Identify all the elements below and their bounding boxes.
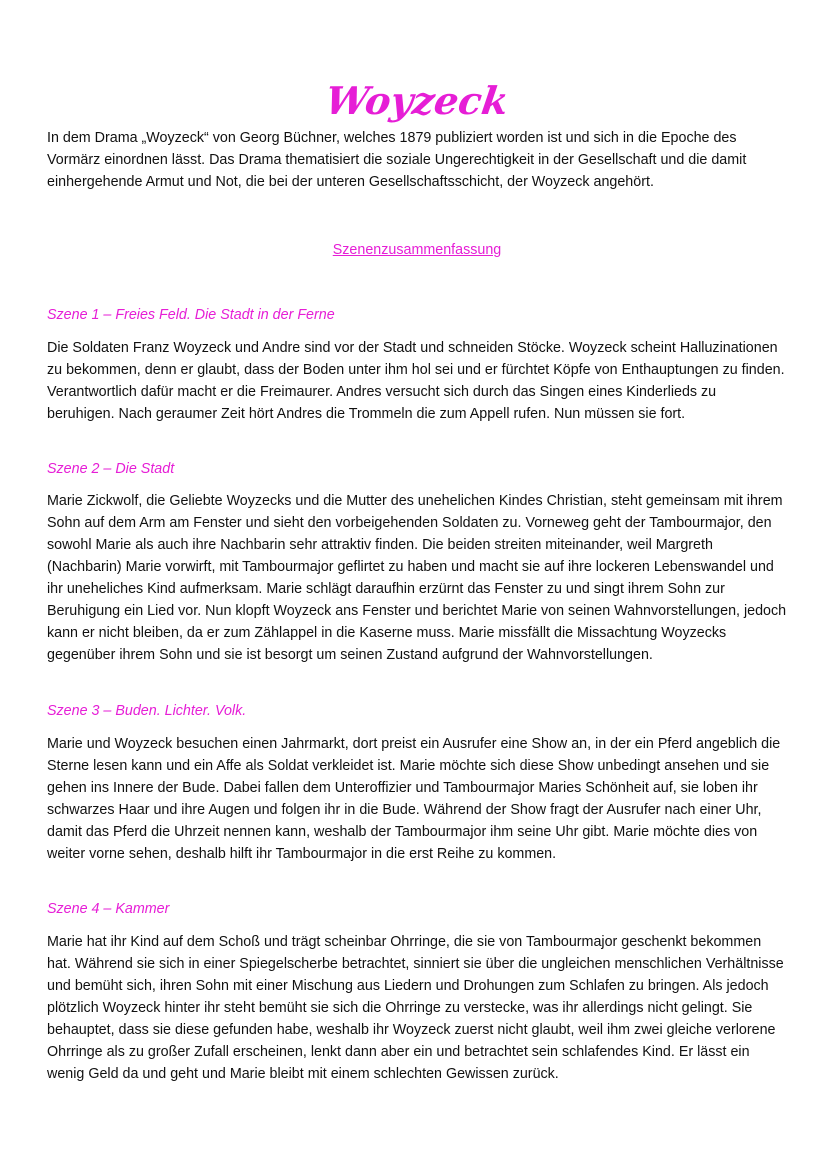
scene-1-title: Szene 1 – Freies Feld. Die Stadt in der Ferne	[47, 307, 335, 323]
document-title: Woyzeck	[322, 78, 512, 124]
scene-3-text: Marie und Woyzeck besuchen einen Jahrmarkt, dort preist ein Ausrufer eine Show an, in der ein Pferd angeblich die Sterne lesen kann und ein Affe als Soldat verkleidet ist. Marie möchte sich diese Show unbedingt ansehen und sie gehen ins Innere der Bude. Dabei fallen dem Unteroffizier und Tambourmajor Maries Schönheit auf, sie loben ihr schwarzes Haar und ihre Augen und folgen ihr in die Bude. Während der Show fragt der Ausrufer nach einer Uhr, damit das Pferd die Uhrzeit nennen kann, weshalb der Tambourmajor ihm seine Uhr gibt. Marie möchte dies von weiter vorne sehen, deshalb hilft ihr Tambourmajor in die erst Reihe zu kommen.	[47, 736, 781, 862]
scene-1-text: Die Soldaten Franz Woyzeck und Andre sind vor der Stadt und schneiden Stöcke. Woyzeck scheint Halluzinationen zu bekommen, denn er glaubt, dass der Boden unter ihm hol sei und er fürchtet Köpfe von Enthauptungen zu finden. Verantwortlich dafür macht er die Freimaurer. Andres versucht sich durch das Singen eines Kinderlieds zu beruhigen. Nach geraumer Zeit hört Andres die Trommeln die zum Appell rufen. Nun müssen sie fort.	[47, 340, 785, 422]
scene-4-title: Szene 4 – Kammer	[47, 901, 170, 917]
scene-2-title: Szene 2 – Die Stadt	[47, 461, 175, 477]
intro-paragraph: In dem Drama „Woyzeck“ von Georg Büchner, welches 1879 publiziert worden ist und sich in die Epoche des Vormärz einordnen lässt. Das Drama thematisiert die soziale Ungerechtigkeit in der Gesellschaft und die damit einhergehende Armut und Not, die bei der unteren Gesellschaftsschicht, der Woyzeck angehört.	[47, 130, 747, 190]
scene-4-text: Marie hat ihr Kind auf dem Schoß und trägt scheinbar Ohrringe, die sie von Tambourmajor geschenkt bekommen hat. Während sie sich in einer Spiegelscherbe betrachtet, sinniert sie über die ungleichen menschlichen Verhältnisse und bemüht sich, ihren Sohn mit einer Mischung aus Liedern und Drohungen zum Schlafen zu bringen. Als jedoch plötzlich Woyzeck hinter ihr steht bemüht sie sich die Ohrringe zu verstecke, was ihr allerdings nicht gelingt. Sie behauptet, dass sie diese gefunden habe, weshalb ihr Woyzeck zuerst nicht glaubt, weil ihm zwei gleiche verlorene Ohrringe als zu großer Zufall erscheinen, lenkt dann aber ein und betrachtet sein schlafendes Kind. Er lässt ein wenig Geld da und geht und Marie bleibt mit einem schlechten Gewissen zurück.	[47, 934, 784, 1082]
scene-2-text: Marie Zickwolf, die Geliebte Woyzecks und die Mutter des unehelichen Kindes Christian, steht gemeinsam mit ihrem Sohn auf dem Arm am Fenster und sieht den vorbeigehenden Soldaten zu. Vorneweg geht der Tambourmajor, den sowohl Marie als auch ihre Nachbarin sehr attraktiv finden. Die beiden streiten miteinander, weil Margreth (Nachbarin) Marie vorwirft, mit Tambourmajor geflirtet zu haben und macht sie auf ihre lockeren Lebenswandel und ihr uneheliches Kind aufmerksam. Marie schlägt daraufhin erzürnt das Fenster zu und singt ihrem Sohn zur Beruhigung ein Lied vor. Nun klopft Woyzeck ans Fenster und berichtet Marie von seinen Wahnvorstellungen, jedoch kann er nicht bleiben, da er zum Zählappel in die Kaserne muss. Marie missfällt die Missachtung Woyzecks gegenüber ihrem Sohn und sie ist besorgt um seinen Zustand aufgrund der Wahnvorstellungen.	[47, 493, 787, 663]
summary-heading: Szenenzusammenfassung	[332, 242, 502, 258]
scene-3-title: Szene 3 – Buden. Lichter. Volk.	[47, 703, 247, 719]
